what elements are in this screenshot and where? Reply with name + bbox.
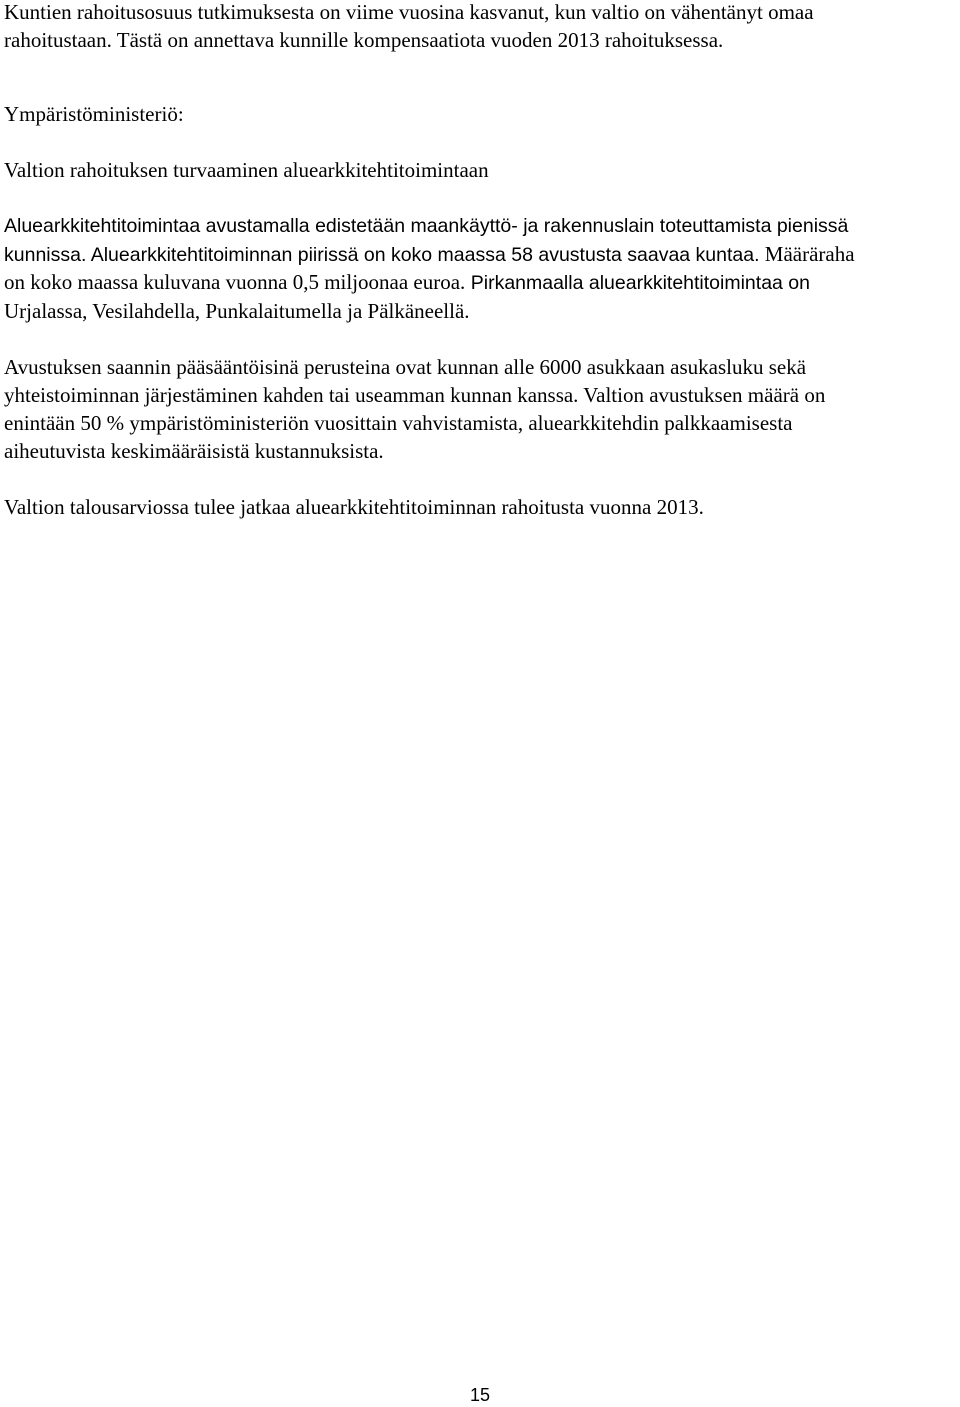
paragraph-2-line-3: enintään 50 % ympäristöministeriön vuosittain vahvistamista, aluearkkitehdin palkkaamisesta — [4, 411, 793, 435]
intro-line-2: rahoitustaan. Tästä on annettava kunnille kompensaatiota vuoden 2013 rahoituksessa. — [4, 28, 724, 52]
paragraph-2-line-1: Avustuksen saannin pääsääntöisinä perusteina ovat kunnan alle 6000 asukkaan asukasluku sekä — [4, 355, 807, 379]
paragraph-1-line-3-sans: Pirkanmaalla aluearkkitehtitoimintaa on — [465, 272, 810, 294]
section-heading: Valtion rahoituksen turvaaminen aluearkkitehtitoimintaan — [4, 158, 489, 182]
intro-line-1: Kuntien rahoitusosuus tutkimuksesta on viime vuosina kasvanut, kun valtio on vähentänyt omaa — [4, 0, 814, 24]
ministry-heading: Ympäristöministeriö: — [4, 102, 184, 126]
paragraph-1-line-2 — [4, 240, 855, 269]
paragraph-2-line-4: aiheutuvista keskimääräisistä kustannuksista. — [4, 439, 384, 463]
paragraph-1-line-4: Urjalassa, Vesilahdella, Punkalaitumella ja Pälkäneellä. — [4, 299, 470, 323]
paragraph-1-line-2-sans: kunnissa. Aluearkkitehtitoiminnan piirissä on koko maassa 58 avustusta saavaa kuntaa. — [4, 244, 760, 266]
paragraph-2-line-2: yhteistoiminnan järjestäminen kahden tai useamman kunnan kanssa. Valtion avustuksen määrä on — [4, 383, 826, 407]
paragraph-1-line-3-serif: on koko maassa kuluvana vuonna 0,5 miljoonaa euroa. — [4, 270, 466, 294]
page-number: 15 — [469, 1385, 491, 1405]
paragraph-1-line-1: Aluearkkitehtitoimintaa avustamalla edistetään maankäyttö- ja rakennuslain toteuttamista pienissä — [4, 215, 849, 237]
paragraph-1-line-3 — [4, 268, 810, 297]
paragraph-3: Valtion talousarviossa tulee jatkaa aluearkkitehtitoiminnan rahoitusta vuonna 2013. — [4, 495, 704, 519]
paragraph-1-line-2-serif: Määräraha — [759, 242, 855, 266]
